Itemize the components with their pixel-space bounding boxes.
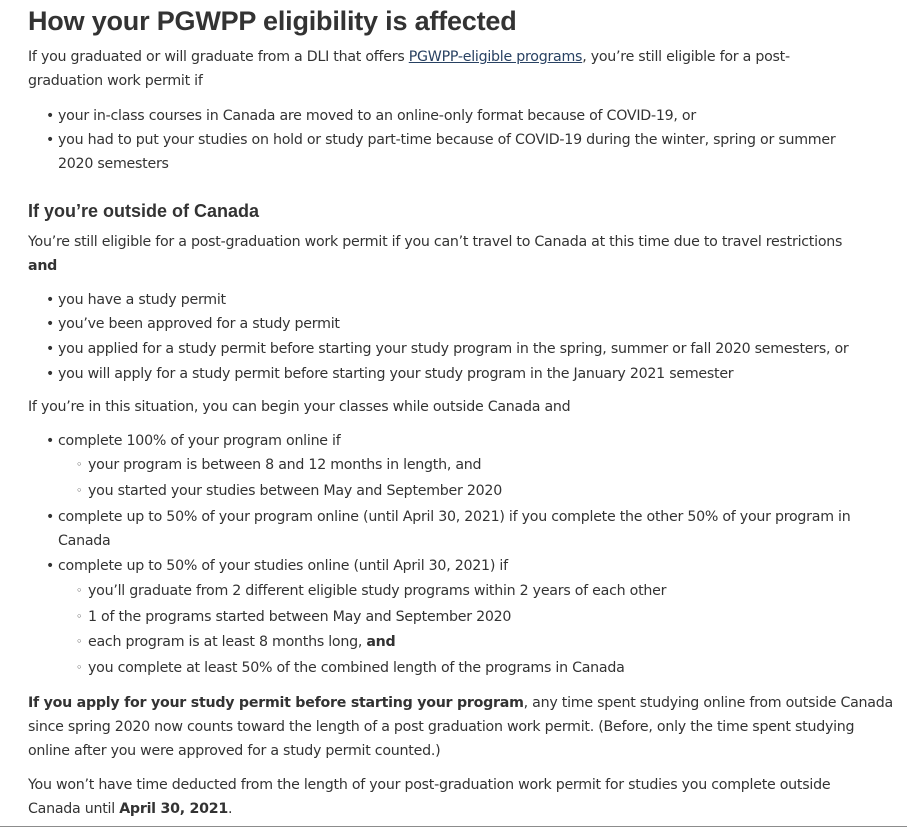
deadline-emphasis: April 30, 2021 — [119, 801, 229, 817]
deduct-period: . — [228, 801, 233, 817]
intro-list-item: your in-class courses in Canada are moved to an online-only format because of COVID-19, or — [58, 108, 696, 124]
sub-bullet-icon: ◦ — [76, 458, 83, 471]
intro-list-item-continuation: 2020 semesters — [58, 156, 169, 172]
bullet-icon: • — [46, 341, 55, 357]
page-heading: How your PGWPP eligibility is affected — [28, 6, 517, 36]
outside-paragraph-line1: You’re still eligible for a post-graduation work permit if you can’t travel to Canada at this time due to travel restrictions — [28, 234, 843, 250]
sub-bullet-icon: ◦ — [76, 584, 83, 597]
outside-list-item: you have a study permit — [58, 292, 226, 308]
deduct-text: Canada until — [28, 801, 120, 817]
apply-text: , any time spent studying online from outside Canada — [523, 695, 893, 711]
deduct-paragraph-line2 — [28, 797, 232, 821]
bullet-icon: • — [46, 292, 55, 308]
sub-item-text: each program is at least 8 months long, — [88, 634, 367, 650]
deduct-paragraph-line1: You won’t have time deducted from the length of your post-graduation work permit for studies you complete outside — [28, 777, 831, 793]
online-sub-item: your program is between 8 and 12 months in length, and — [88, 457, 482, 473]
online-list-item: complete up to 50% of your studies online (until April 30, 2021) if — [58, 558, 508, 574]
outside-list-item: you will apply for a study permit before starting your study program in the January 2021 semester — [58, 366, 734, 382]
apply-paragraph-line2: since spring 2020 now counts toward the length of a post graduation work permit. (Before, only the time spent studying — [28, 719, 855, 735]
sub-bullet-icon: ◦ — [76, 610, 83, 623]
apply-paragraph-line3: online after you were approved for a study permit counted.) — [28, 743, 441, 759]
outside-list-item: you applied for a study permit before starting your study program in the spring, summer or fall 2020 semesters, or — [58, 341, 849, 357]
bullet-icon: • — [46, 366, 55, 382]
online-list-item: complete up to 50% of your program online (until April 30, 2021) if you complete the other 50% of your program in — [58, 509, 851, 525]
online-sub-item — [88, 630, 395, 654]
intro-text: If you graduated or will graduate from a DLI that offers — [28, 49, 409, 65]
pgwpp-eligible-programs-link[interactable]: PGWPP-eligible programs — [408, 49, 583, 65]
apply-emphasis: If you apply for your study permit before starting your program — [28, 695, 524, 711]
outside-paragraph-line2 — [28, 254, 57, 278]
bottom-divider — [0, 826, 907, 827]
online-sub-item: 1 of the programs started between May and September 2020 — [88, 609, 512, 625]
online-sub-item: you’ll graduate from 2 different eligible study programs within 2 years of each other — [88, 583, 667, 599]
bullet-icon: • — [46, 132, 55, 148]
online-list-item: complete 100% of your program online if — [58, 433, 341, 449]
bullet-icon: • — [46, 108, 55, 124]
outside-canada-heading: If you’re outside of Canada — [28, 201, 260, 221]
intro-paragraph-line1 — [28, 45, 790, 69]
online-list-item-continuation: Canada — [58, 533, 111, 549]
sub-bullet-icon: ◦ — [76, 635, 83, 648]
intro-text-after-link: , you’re still eligible for a post- — [582, 49, 790, 65]
intro-paragraph-line2: graduation work permit if — [28, 73, 203, 89]
bullet-icon: • — [46, 509, 55, 525]
sub-bullet-icon: ◦ — [76, 484, 83, 497]
online-sub-item: you started your studies between May and September 2020 — [88, 483, 502, 499]
bullet-icon: • — [46, 558, 55, 574]
sub-bullet-icon: ◦ — [76, 661, 83, 674]
apply-paragraph-line1 — [28, 691, 893, 715]
situation-paragraph: If you’re in this situation, you can begin your classes while outside Canada and — [28, 399, 571, 415]
intro-list-item: you had to put your studies on hold or study part-time because of COVID-19 during the winter, spring or summer — [58, 132, 836, 148]
and-emphasis: and — [28, 258, 58, 274]
outside-list-item: you’ve been approved for a study permit — [58, 316, 340, 332]
online-sub-item: you complete at least 50% of the combined length of the programs in Canada — [88, 660, 625, 676]
bullet-icon: • — [46, 433, 55, 449]
and-emphasis: and — [366, 634, 396, 650]
bullet-icon: • — [46, 316, 55, 332]
